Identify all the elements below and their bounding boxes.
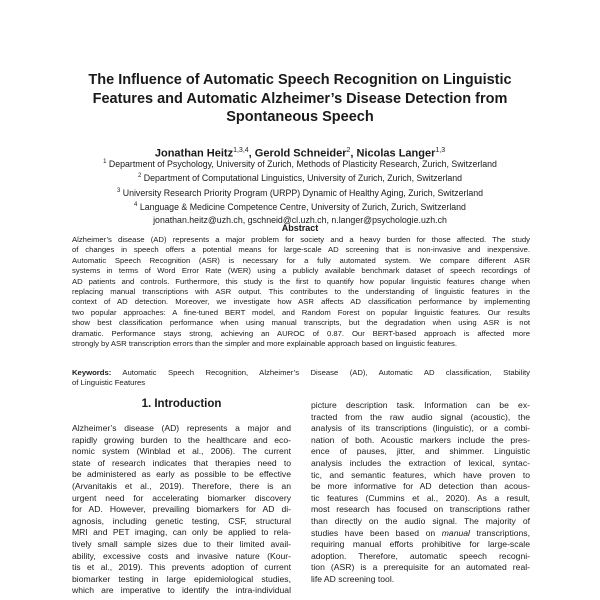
keywords-line <box>72 368 530 378</box>
affiliation-number: 3 <box>116 187 121 194</box>
body-line: adoption. Therefore, automatic speech recogni- <box>311 550 530 561</box>
right-column <box>311 400 530 586</box>
body-line: tic, and semantic features, which have proven to <box>311 469 530 480</box>
affiliation <box>40 170 560 184</box>
body-line: most research has focused on transcriptions rather <box>311 504 530 515</box>
body-line: be administered as early as possible to be effective <box>72 469 291 480</box>
body-line: for AD. However, prevailing biomarkers for AD di- <box>72 504 291 515</box>
left-column <box>72 423 291 597</box>
body-line: MRI and PET imaging, can only be applied to rela- <box>72 527 291 538</box>
abstract-line: two popular approaches: A fine-tuned BERT model, and Random Forest on popular linguistic features. Our results <box>72 307 530 317</box>
body-line: than directly on the audio signal. The majority of <box>311 515 530 526</box>
body-line: (Arvanitakis et al., 2019). Therefore, there is an <box>72 480 291 491</box>
body-line: requiring manual efforts prohibitive for large-scale <box>311 539 530 550</box>
body-line: agnosis, including genetic testing, CSF, structural <box>72 515 291 526</box>
affiliation-text: Language & Medicine Competence Centre, University of Zurich, Zurich, Switzerland <box>139 202 466 213</box>
affiliation-text: Department of Computational Linguistics, University of Zurich, Zurich, Switzerland <box>143 173 463 184</box>
body-line: nation of both. Acoustic markers include the pres- <box>311 434 530 445</box>
author-affiliation-marker: 1,3,4 <box>233 147 249 154</box>
paper-title <box>60 71 540 127</box>
affiliation <box>40 185 560 199</box>
affiliation-number: 2 <box>137 173 142 180</box>
abstract-line: of changes in speech offers a potential means for large-scale AD screening that is non-invasive and inexpensive. <box>72 245 530 255</box>
abstract-line: context of AD detection. Moreover, we investigate how ASR affects AD classification performance by implementing <box>72 297 530 307</box>
author-emails: jonathan.heitz@uzh.ch, gschneid@cl.uzh.ch, n.langer@psychologie.uzh.ch <box>153 214 447 225</box>
emphasis-manual: manual <box>441 527 470 538</box>
affiliation-text: Department of Psychology, University of Zurich, Methods of Plasticity Research, Zurich, Switzerland <box>108 158 497 169</box>
body-line: state of research indicates that therapies need to <box>72 457 291 468</box>
body-line: be more informative for AD detection than acous- <box>311 481 530 492</box>
body-line: nomic system (Winblad et al., 2006). The current <box>72 446 291 457</box>
body-line: tis et al., 2019). This prevents adoption of current <box>72 562 291 573</box>
body-line: urgent need for accelerating biomarker discovery <box>72 492 291 503</box>
body-line: analysis includes the extraction of lexical, syntac- <box>311 457 530 468</box>
abstract-line: show best classification performance when using manual transcripts, but the degradation when using ASR is not <box>72 318 530 328</box>
keywords-label: Keywords: <box>72 368 112 377</box>
affiliation-number: 1 <box>103 159 107 165</box>
body-line: which are imperative to identify the intra-individual <box>72 585 291 596</box>
abstract-line: replacing manual transcriptions with ASR output. This contributes to the understanding of linguistic features in the <box>72 287 530 297</box>
affiliation-text: University Research Priority Program (URPP) Dynamic of Healthy Aging, Zurich, Switzerland <box>122 187 484 198</box>
body-line: tic features (Cummins et al., 2020). As a result, <box>311 492 530 503</box>
author-affiliation-marker: 1,3 <box>435 147 446 154</box>
body-line: Alzheimer’s disease (AD) represents a major and <box>72 423 291 433</box>
abstract-line: Alzheimer’s disease (AD) represents a major problem for society and a heavy burden for those affected. The study <box>72 235 530 244</box>
keywords-text: Automatic Speech Recognition, Alzheimer’s Disease (AD), Automatic AD classification, Stability <box>122 368 531 377</box>
author-affiliation-marker: 2 <box>346 147 351 154</box>
body-line: tracted from the raw audio signal (acoustic), the <box>311 411 530 422</box>
section-heading-introduction: 1. Introduction <box>141 398 222 410</box>
author-separator: , <box>350 147 357 160</box>
body-line: tively small sample sizes due to their limited avail- <box>72 538 291 549</box>
body-line: life AD screening tool. <box>311 573 395 584</box>
body-line: ability, excessive costs and invasive nature (Kour- <box>72 550 291 561</box>
author-name: Gerold Schneider <box>254 147 347 160</box>
body-line: rapidly growing burden to the healthcare and eco- <box>72 434 291 445</box>
abstract-line: strongly by ASR transcription errors than the simpler and more explainable approach based on linguistic features. <box>72 339 458 349</box>
keywords <box>72 368 530 389</box>
author-separator: , <box>248 147 255 160</box>
abstract-line: dramatic. Performance stays strong, achieving an AUROC of 0.87. Our BERT-based approach is affected more <box>72 328 530 338</box>
abstract-line: systems in terms of Word Error Rate (WER) using a publicly available benchmark dataset of speech recordings of <box>72 266 530 276</box>
affiliation <box>40 199 560 213</box>
affiliation <box>40 156 560 170</box>
body-line: analysis of its transcriptions (linguistic), or a combi- <box>311 423 530 434</box>
abstract-heading: Abstract <box>281 223 319 233</box>
body-line: biomarker testing in large epidemiological studies, <box>72 573 291 584</box>
affiliation-list <box>40 156 560 226</box>
body-line: studies have been based on manual transcriptions, <box>311 527 530 538</box>
keywords-line: of Linguistic Features <box>72 378 146 388</box>
author-name: Nicolas Langer <box>356 147 436 160</box>
body-line: ence of pauses, jitter, and shimmer. Linguistic <box>311 446 530 457</box>
author-name: Jonathan Heitz <box>154 147 234 160</box>
abstract-line: AD patients and controls. Furthermore, this study is the first to quantify how popular linguistic features change when <box>72 276 530 286</box>
title-line: The Influence of Automatic Speech Recognition on Linguistic <box>88 72 512 88</box>
title-line: Features and Automatic Alzheimer’s Disease Detection from <box>92 90 508 107</box>
abstract-body <box>72 235 530 349</box>
title-line: Spontaneous Speech <box>226 109 374 125</box>
body-line: picture description task. Information can be ex- <box>311 400 530 410</box>
abstract-line: Automatic Speech Recognition (ASR) is necessary for a fully automated system. We compare different ASR <box>72 255 530 265</box>
affiliation-number: 4 <box>134 202 138 209</box>
body-line: tion (ASR) is a prerequisite for an automated real- <box>311 562 530 573</box>
